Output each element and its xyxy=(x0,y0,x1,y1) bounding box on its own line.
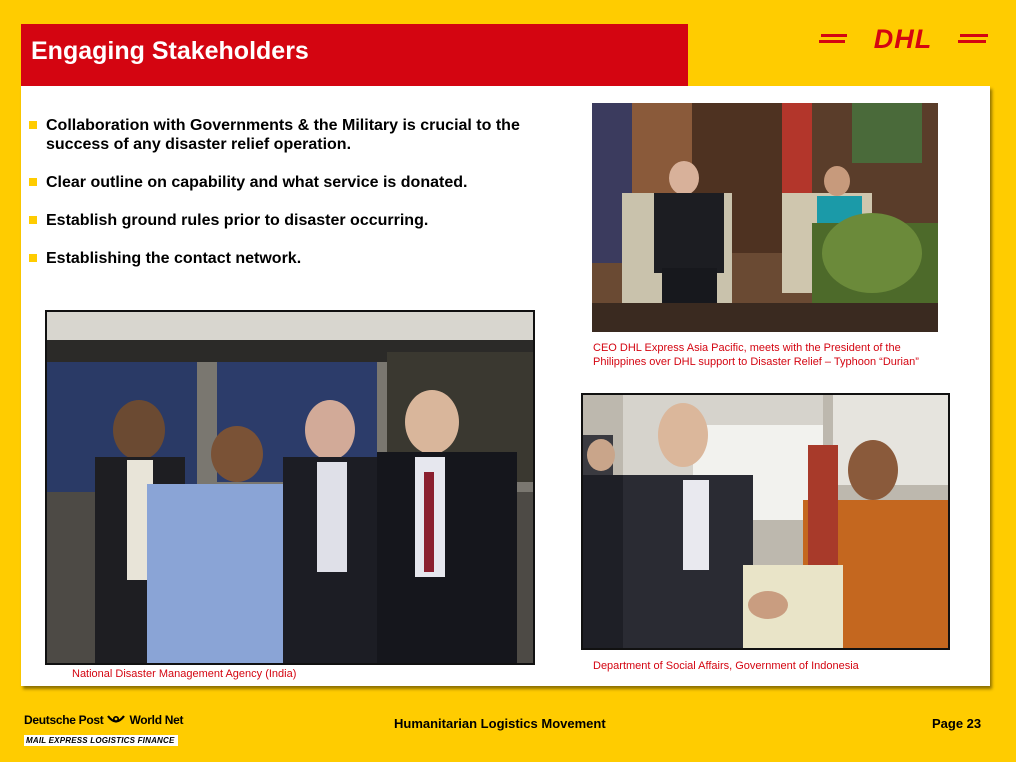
bullet-item: Collaboration with Governments & the Military is crucial to the success of any disaster relief operation. xyxy=(27,116,557,154)
bullet-item: Establishing the contact network. xyxy=(27,249,557,268)
dhl-logo xyxy=(815,24,991,52)
dhl-logo-text: DHL xyxy=(873,24,933,52)
bullet-square-icon xyxy=(29,121,37,129)
bullet-item: Establish ground rules prior to disaster occurring. xyxy=(27,211,557,230)
bullet-item: Clear outline on capability and what service is donated. xyxy=(27,173,557,192)
dp-logo-left-text: Deutsche Post xyxy=(24,713,104,727)
footer-title: Humanitarian Logistics Movement xyxy=(394,716,606,731)
caption-indonesia: Department of Social Affairs, Government of Indonesia xyxy=(593,660,859,672)
photo-india-group xyxy=(45,310,535,665)
caption-india: National Disaster Management Agency (India) xyxy=(72,668,297,680)
bullet-square-icon xyxy=(29,216,37,224)
bullet-list xyxy=(27,116,557,287)
caption-philippines: CEO DHL Express Asia Pacific, meets with the President of the Philippines over DHL support to Disaster Relief – Typhoon “Durian” xyxy=(593,342,919,368)
dp-logo-right-text: World Net xyxy=(129,713,184,727)
bullet-square-icon xyxy=(29,178,37,186)
page-number: Page 23 xyxy=(932,716,982,731)
bullet-square-icon xyxy=(29,254,37,262)
post-horn-icon xyxy=(106,713,126,726)
dp-tagline: MAIL EXPRESS LOGISTICS FINANCE xyxy=(24,735,178,746)
slide-title: Engaging Stakeholders xyxy=(31,37,309,65)
deutsche-post-logo xyxy=(24,711,183,746)
title-bar xyxy=(21,24,688,86)
photo-indonesia-handshake xyxy=(581,393,950,650)
photo-philippines-meeting xyxy=(590,101,940,334)
